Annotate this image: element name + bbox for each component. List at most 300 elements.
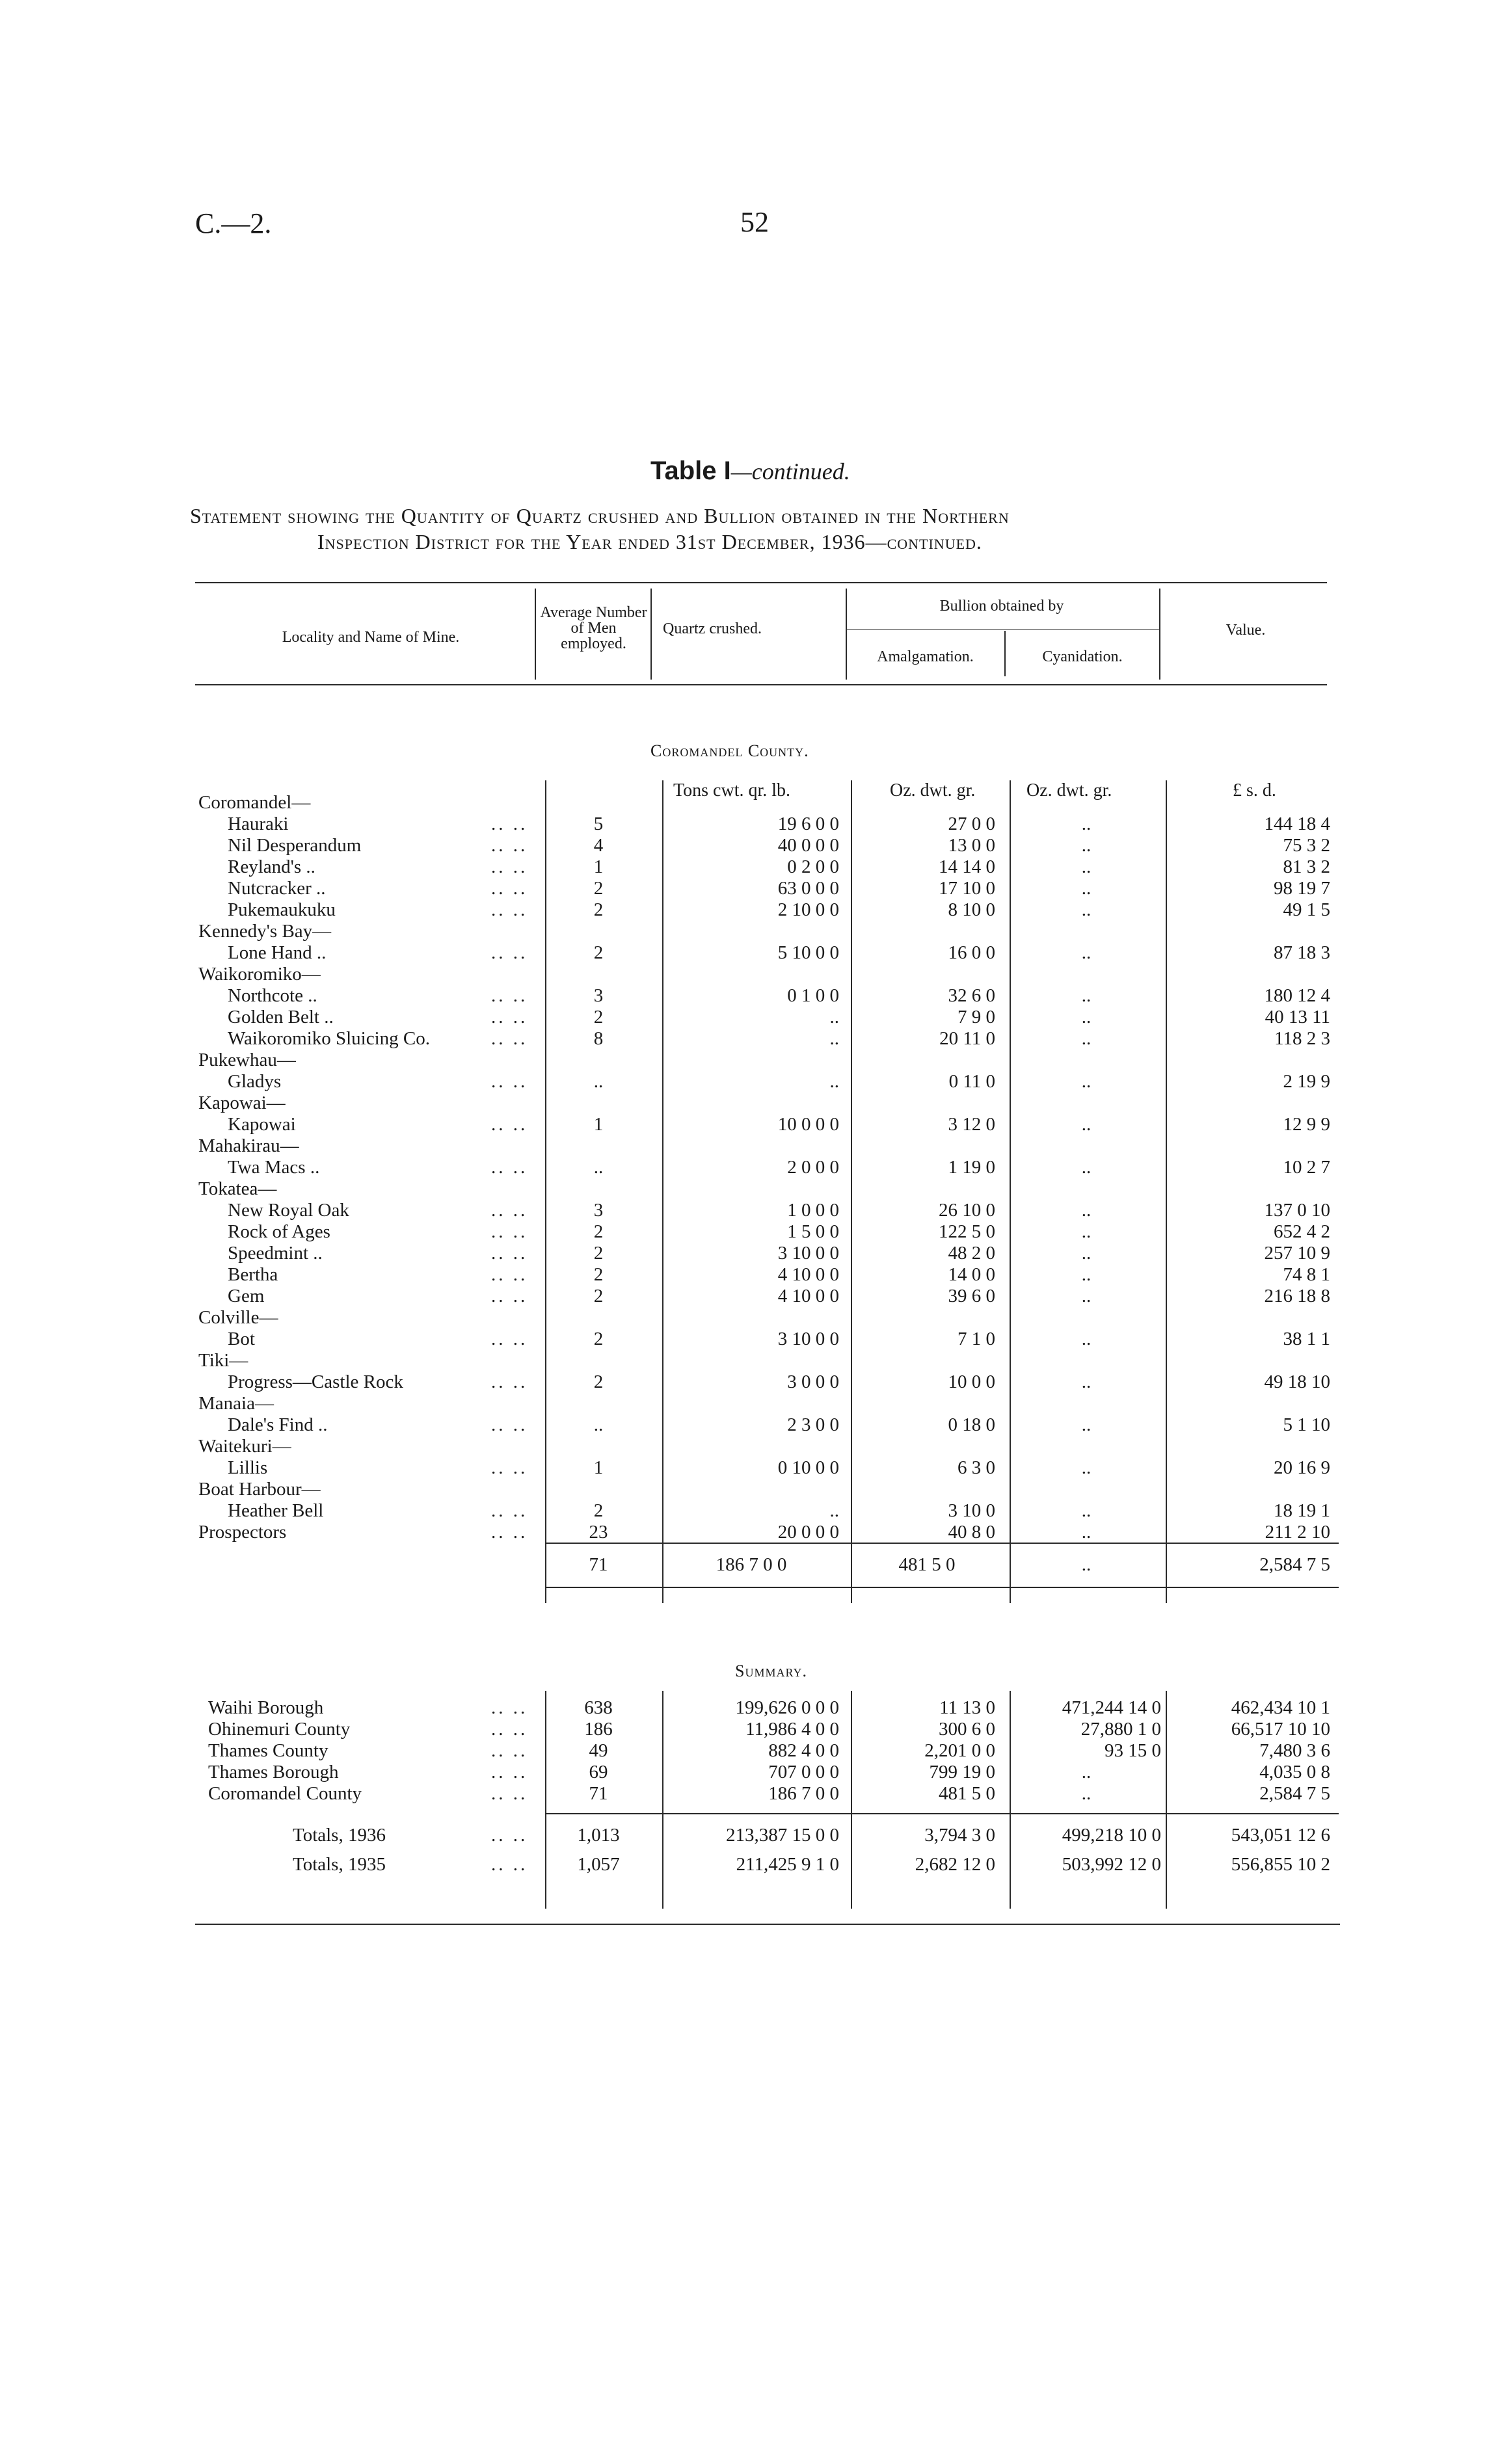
cell-cyanidation: .. xyxy=(1081,985,1092,1006)
table-row xyxy=(195,878,1340,899)
cell-amalgamation: 799 19 0 xyxy=(929,1762,995,1782)
cell-men: 1 xyxy=(593,1114,604,1135)
cell-quartz: 4 10 0 0 xyxy=(777,1286,839,1306)
cell-men: 2 xyxy=(593,1243,604,1264)
cell-cyanidation: .. xyxy=(1081,1457,1092,1478)
cell-quartz: 2 3 0 0 xyxy=(787,1414,839,1435)
cell-men: 3 xyxy=(593,985,604,1006)
cell-value: 20 16 9 xyxy=(1274,1457,1330,1478)
leader-dots: .. .. xyxy=(491,1762,528,1782)
cell-cyanidation: .. xyxy=(1081,1114,1092,1135)
table-title-continued: —continued. xyxy=(730,458,850,484)
bullion-subrule xyxy=(846,629,1159,630)
table-title-main: Table I xyxy=(650,457,731,485)
total-amalgamation: 481 5 0 xyxy=(898,1554,956,1575)
summary-totals xyxy=(195,1825,1340,1875)
row-label: Totals, 1936 xyxy=(293,1825,386,1846)
cell-amalgamation: 20 11 0 xyxy=(939,1028,995,1049)
cell-men: 23 xyxy=(589,1522,608,1543)
cell-value: 10 2 7 xyxy=(1283,1157,1330,1178)
row-label: Coromandel— xyxy=(198,792,311,813)
leader-dots: .. .. xyxy=(491,899,528,920)
leader-dots: .. .. xyxy=(491,835,528,856)
row-label: Ohinemuri County xyxy=(208,1719,351,1740)
leader-dots: .. .. xyxy=(491,1329,528,1349)
cell-men: 2 xyxy=(593,878,604,899)
table-row xyxy=(195,1307,1340,1329)
leader-dots: .. .. xyxy=(491,1243,528,1264)
row-label: Gem xyxy=(228,1286,265,1306)
row-label: Kennedy's Bay— xyxy=(198,921,332,942)
statement-line-2: Inspection District for the Year ended 31st December, 1936—continued. xyxy=(317,530,982,553)
table-row xyxy=(195,1719,1340,1740)
leader-dots: .. .. xyxy=(491,1286,528,1306)
cell-amalgamation: 1 19 0 xyxy=(948,1157,995,1178)
cell-amalgamation: 481 5 0 xyxy=(939,1783,995,1804)
column-header-locality: Locality and Name of Mine. xyxy=(282,629,460,646)
table-row xyxy=(195,1050,1340,1071)
leader-dots: .. .. xyxy=(491,1221,528,1242)
cell-men: 4 xyxy=(593,835,604,856)
table-row xyxy=(195,1414,1340,1436)
header-divider xyxy=(650,589,652,680)
row-label: Waitekuri— xyxy=(198,1436,291,1457)
cell-amalgamation: 10 0 0 xyxy=(948,1371,995,1392)
table-row xyxy=(195,1371,1340,1393)
cell-men: 8 xyxy=(593,1028,604,1049)
cell-men: 71 xyxy=(589,1783,608,1804)
cell-amalgamation: 7 9 0 xyxy=(958,1007,995,1027)
cell-men: 1 xyxy=(593,856,604,877)
header-divider xyxy=(1159,589,1160,680)
column-header-amalgamation: Amalgamation. xyxy=(877,648,974,665)
cell-men: 638 xyxy=(584,1697,613,1718)
cell-quartz: 1 0 0 0 xyxy=(787,1200,839,1221)
cell-cyanidation: 499,218 10 0 xyxy=(1062,1825,1161,1846)
cell-quartz: 882 4 0 0 xyxy=(768,1740,839,1761)
cell-amalgamation: 8 10 0 xyxy=(948,899,995,920)
cell-amalgamation: 122 5 0 xyxy=(939,1221,995,1242)
table-row xyxy=(195,1221,1340,1243)
cell-amalgamation: 14 14 0 xyxy=(939,856,995,877)
cell-cyanidation: .. xyxy=(1081,1157,1092,1178)
cell-value: 12 9 9 xyxy=(1283,1114,1330,1135)
row-label: Coromandel County xyxy=(208,1783,362,1804)
cell-men: 2 xyxy=(593,1371,604,1392)
cell-value: 49 18 10 xyxy=(1264,1371,1330,1392)
cell-value: 257 10 9 xyxy=(1264,1243,1330,1264)
table-row xyxy=(195,1500,1340,1522)
cell-cyanidation: .. xyxy=(1081,942,1092,963)
cell-amalgamation: 40 8 0 xyxy=(948,1522,995,1543)
cell-quartz: .. xyxy=(829,1500,839,1521)
table-row xyxy=(195,1762,1340,1783)
row-label: Hauraki xyxy=(228,814,289,834)
cell-cyanidation: 503,992 12 0 xyxy=(1062,1854,1161,1875)
cell-quartz: 213,387 15 0 0 xyxy=(726,1825,839,1846)
cell-amalgamation: 0 11 0 xyxy=(948,1071,995,1092)
row-label: Lone Hand .. xyxy=(228,942,327,963)
cell-quartz: 11,986 4 0 0 xyxy=(745,1719,839,1740)
cell-value: 652 4 2 xyxy=(1274,1221,1330,1242)
cell-cyanidation: .. xyxy=(1081,1243,1092,1264)
cell-men: 2 xyxy=(593,942,604,963)
cell-quartz: 5 10 0 0 xyxy=(777,942,839,963)
leader-dots: .. .. xyxy=(491,878,528,899)
leader-dots: .. .. xyxy=(491,1500,528,1521)
cell-cyanidation: .. xyxy=(1081,1071,1092,1092)
cell-cyanidation: .. xyxy=(1081,1500,1092,1521)
cell-value: 543,051 12 6 xyxy=(1231,1825,1330,1846)
table-row xyxy=(195,1007,1340,1028)
table-row xyxy=(195,1114,1340,1135)
table-row xyxy=(195,1093,1340,1114)
cell-amalgamation: 3 12 0 xyxy=(948,1114,995,1135)
cell-men: 2 xyxy=(593,1500,604,1521)
table-row xyxy=(195,1522,1340,1543)
table-row xyxy=(195,1393,1340,1414)
row-label: Thames Borough xyxy=(208,1762,339,1782)
cell-men: .. xyxy=(593,1071,604,1092)
statement-line-1: Statement showing the Quantity of Quartz crushed and Bullion obtained in the Northern xyxy=(190,504,1010,527)
row-label: Gladys xyxy=(228,1071,282,1092)
cell-value: 556,855 10 2 xyxy=(1231,1854,1330,1875)
cell-cyanidation: .. xyxy=(1081,1414,1092,1435)
document-code: C.—2. xyxy=(195,207,272,239)
cell-value: 216 18 8 xyxy=(1264,1286,1330,1306)
row-label: Nutcracker .. xyxy=(228,878,326,899)
cell-value: 180 12 4 xyxy=(1264,985,1330,1006)
cell-value: 18 19 1 xyxy=(1274,1500,1330,1521)
county-total-row xyxy=(195,1554,1340,1576)
cell-cyanidation: .. xyxy=(1081,1522,1092,1543)
leader-dots: .. .. xyxy=(491,1007,528,1027)
table-row xyxy=(195,942,1340,964)
table-row xyxy=(195,1436,1340,1457)
row-label: Pukewhau— xyxy=(198,1050,296,1070)
header-divider xyxy=(535,589,536,680)
cell-quartz: 4 10 0 0 xyxy=(777,1264,839,1285)
cell-men: 5 xyxy=(593,814,604,834)
cell-men: 3 xyxy=(593,1200,604,1221)
row-label: Prospectors xyxy=(198,1522,287,1543)
table-row xyxy=(195,1264,1340,1286)
cell-men: 186 xyxy=(584,1719,613,1740)
cell-men: 2 xyxy=(593,899,604,920)
row-label: Dale's Find .. xyxy=(228,1414,328,1435)
cell-men: 1,013 xyxy=(577,1825,620,1846)
table-row xyxy=(195,1178,1340,1200)
cell-men: 49 xyxy=(589,1740,608,1761)
leader-dots: .. .. xyxy=(491,1157,528,1178)
table-row xyxy=(195,1157,1340,1178)
cell-amalgamation: 11 13 0 xyxy=(939,1697,995,1718)
cell-quartz: .. xyxy=(829,1071,839,1092)
leader-dots: .. .. xyxy=(491,985,528,1006)
table-row xyxy=(195,1200,1340,1221)
leader-dots: .. .. xyxy=(491,1200,528,1221)
leader-dots: .. .. xyxy=(491,1740,528,1761)
cell-cyanidation: .. xyxy=(1081,878,1092,899)
table-row xyxy=(195,985,1340,1007)
section-heading-summary: Summary. xyxy=(735,1662,807,1680)
cell-quartz: 186 7 0 0 xyxy=(768,1783,839,1804)
cell-value: 87 18 3 xyxy=(1274,942,1330,963)
header-top-rule xyxy=(195,582,1327,583)
cell-cyanidation: .. xyxy=(1081,835,1092,856)
cell-quartz: .. xyxy=(829,1028,839,1049)
leader-dots: .. .. xyxy=(491,1719,528,1740)
column-header-quartz: Quartz crushed. xyxy=(663,620,762,637)
table-row xyxy=(195,1479,1340,1500)
cell-men: 1,057 xyxy=(577,1854,620,1875)
table-row xyxy=(195,1457,1340,1479)
cell-value: 81 3 2 xyxy=(1283,856,1330,877)
table-row xyxy=(195,1286,1340,1307)
row-label: Bertha xyxy=(228,1264,278,1285)
cell-men: 2 xyxy=(593,1264,604,1285)
row-label: Speedmint .. xyxy=(228,1243,323,1264)
leader-dots: .. .. xyxy=(491,1697,528,1718)
row-label: Tokatea— xyxy=(198,1178,277,1199)
table-row xyxy=(195,1825,1340,1846)
table-row xyxy=(195,921,1340,942)
cell-cyanidation: .. xyxy=(1081,1264,1092,1285)
table-row xyxy=(195,1783,1340,1805)
row-label: Bot xyxy=(228,1329,255,1349)
cell-cyanidation: .. xyxy=(1081,899,1092,920)
cell-amalgamation: 16 0 0 xyxy=(948,942,995,963)
cell-quartz: 3 10 0 0 xyxy=(777,1243,839,1264)
cell-amalgamation: 3 10 0 xyxy=(948,1500,995,1521)
row-label: Kapowai— xyxy=(198,1093,286,1113)
leader-dots: .. .. xyxy=(491,1457,528,1478)
row-label: Thames County xyxy=(208,1740,328,1761)
total-value: 2,584 7 5 xyxy=(1259,1554,1330,1575)
row-label: Reyland's .. xyxy=(228,856,315,877)
total-rule-top xyxy=(545,1543,1339,1544)
header-bottom-rule xyxy=(195,684,1327,685)
cell-value: 38 1 1 xyxy=(1283,1329,1330,1349)
cell-cyanidation: .. xyxy=(1081,1329,1092,1349)
leader-dots: .. .. xyxy=(491,1114,528,1135)
cell-value: 7,480 3 6 xyxy=(1259,1740,1330,1761)
leader-dots: .. .. xyxy=(491,1522,528,1543)
column-header-cyanidation: Cyanidation. xyxy=(1042,648,1123,665)
cell-amalgamation: 7 1 0 xyxy=(958,1329,995,1349)
cell-quartz: 0 10 0 0 xyxy=(777,1457,839,1478)
row-label: Twa Macs .. xyxy=(228,1157,320,1178)
cell-amalgamation: 17 10 0 xyxy=(939,878,995,899)
cell-quartz: .. xyxy=(829,1007,839,1027)
cell-amalgamation: 300 6 0 xyxy=(939,1719,995,1740)
table-title xyxy=(650,457,850,486)
cell-amalgamation: 27 0 0 xyxy=(948,814,995,834)
table-row xyxy=(195,835,1340,856)
leader-dots: .. .. xyxy=(491,1825,528,1846)
row-label: Manaia— xyxy=(198,1393,274,1414)
leader-dots: .. .. xyxy=(491,942,528,963)
cell-cyanidation: 471,244 14 0 xyxy=(1062,1697,1161,1718)
leader-dots: .. .. xyxy=(491,1854,528,1875)
table-row xyxy=(195,1243,1340,1264)
cell-amalgamation: 48 2 0 xyxy=(948,1243,995,1264)
summary-rule xyxy=(545,1813,1339,1814)
cell-value: 4,035 0 8 xyxy=(1259,1762,1330,1782)
cell-value: 75 3 2 xyxy=(1283,835,1330,856)
cell-quartz: 3 10 0 0 xyxy=(777,1329,839,1349)
cell-value: 5 1 10 xyxy=(1283,1414,1330,1435)
units-amalgamation: Oz. dwt. gr. xyxy=(890,780,976,801)
cell-cyanidation: .. xyxy=(1081,1028,1092,1049)
row-label: Progress—Castle Rock xyxy=(228,1371,403,1392)
row-label: Nil Desperandum xyxy=(228,835,362,856)
row-label: Waikoromiko— xyxy=(198,964,321,985)
column-header-value: Value. xyxy=(1225,622,1266,639)
table-row xyxy=(195,1329,1340,1350)
leader-dots: .. .. xyxy=(491,1028,528,1049)
cell-cyanidation: .. xyxy=(1081,1007,1092,1027)
cell-quartz: 40 0 0 0 xyxy=(777,835,839,856)
row-label: Golden Belt .. xyxy=(228,1007,334,1027)
row-label: Waikoromiko Sluicing Co. xyxy=(228,1028,431,1049)
table-row xyxy=(195,814,1340,835)
total-men: 71 xyxy=(589,1554,608,1575)
cell-cyanidation: .. xyxy=(1081,1221,1092,1242)
table-row xyxy=(195,899,1340,921)
column-header-bullion: Bullion obtained by xyxy=(939,598,1064,615)
cell-men: 2 xyxy=(593,1286,604,1306)
row-label: Heather Bell xyxy=(228,1500,324,1521)
cell-quartz: 707 0 0 0 xyxy=(768,1762,839,1782)
cell-value: 211 2 10 xyxy=(1265,1522,1330,1543)
coromandel-county-rows xyxy=(195,792,1340,1543)
leader-dots: .. .. xyxy=(491,1264,528,1285)
cell-cyanidation: .. xyxy=(1081,856,1092,877)
table-row xyxy=(195,792,1340,814)
cell-men: 2 xyxy=(593,1007,604,1027)
row-label: New Royal Oak xyxy=(228,1200,349,1221)
header-divider xyxy=(1004,631,1006,676)
cell-amalgamation: 13 0 0 xyxy=(948,835,995,856)
cell-cyanidation: 27,880 1 0 xyxy=(1080,1719,1161,1740)
cell-men: 1 xyxy=(593,1457,604,1478)
cell-amalgamation: 0 18 0 xyxy=(948,1414,995,1435)
cell-quartz: 211,425 9 1 0 xyxy=(736,1854,839,1875)
total-cyanidation: .. xyxy=(1081,1554,1092,1575)
header-divider xyxy=(846,589,847,680)
cell-value: 137 0 10 xyxy=(1264,1200,1330,1221)
cell-quartz: 20 0 0 0 xyxy=(777,1522,839,1543)
row-label: Pukemaukuku xyxy=(228,899,336,920)
leader-dots: .. .. xyxy=(491,814,528,834)
row-label: Lillis xyxy=(228,1457,268,1478)
cell-value: 2,584 7 5 xyxy=(1259,1783,1330,1804)
row-label: Totals, 1935 xyxy=(293,1854,386,1875)
cell-cyanidation: 93 15 0 xyxy=(1105,1740,1161,1761)
cell-quartz: 10 0 0 0 xyxy=(777,1114,839,1135)
total-rule-bottom xyxy=(545,1587,1339,1588)
cell-men: .. xyxy=(593,1414,604,1435)
cell-amalgamation: 26 10 0 xyxy=(939,1200,995,1221)
table-row xyxy=(195,1854,1340,1875)
row-label: Colville— xyxy=(198,1307,278,1328)
cell-amalgamation: 39 6 0 xyxy=(948,1286,995,1306)
units-value: £ s. d. xyxy=(1233,780,1276,801)
cell-cyanidation: .. xyxy=(1081,1200,1092,1221)
column-header-men: Average Number of Men employed. xyxy=(540,604,647,652)
cell-amalgamation: 3,794 3 0 xyxy=(924,1825,995,1846)
cell-quartz: 0 1 0 0 xyxy=(787,985,839,1006)
cell-value: 74 8 1 xyxy=(1283,1264,1330,1285)
cell-men: .. xyxy=(593,1157,604,1178)
table-row xyxy=(195,1740,1340,1762)
row-label: Rock of Ages xyxy=(228,1221,330,1242)
cell-quartz: 63 0 0 0 xyxy=(777,878,839,899)
leader-dots: .. .. xyxy=(491,1783,528,1804)
row-label: Tiki— xyxy=(198,1350,248,1371)
total-quartz: 186 7 0 0 xyxy=(716,1554,787,1575)
leader-dots: .. .. xyxy=(491,1414,528,1435)
cell-men: 69 xyxy=(589,1762,608,1782)
units-quartz: Tons cwt. qr. lb. xyxy=(673,780,791,801)
cell-value: 49 1 5 xyxy=(1283,899,1330,920)
cell-amalgamation: 2,201 0 0 xyxy=(924,1740,995,1761)
cell-quartz: 3 0 0 0 xyxy=(787,1371,839,1392)
table-bottom-rule xyxy=(195,1924,1340,1925)
row-label: Northcote .. xyxy=(228,985,317,1006)
cell-men: 2 xyxy=(593,1329,604,1349)
row-label: Mahakirau— xyxy=(198,1135,299,1156)
cell-value: 118 2 3 xyxy=(1274,1028,1330,1049)
table-row xyxy=(195,1028,1340,1050)
page-number: 52 xyxy=(740,206,769,238)
cell-value: 144 18 4 xyxy=(1264,814,1330,834)
cell-value: 98 19 7 xyxy=(1274,878,1330,899)
section-heading-coromandel: Coromandel County. xyxy=(650,741,809,760)
row-label: Waihi Borough xyxy=(208,1697,324,1718)
row-label: Boat Harbour— xyxy=(198,1479,321,1500)
cell-men: 2 xyxy=(593,1221,604,1242)
cell-amalgamation: 2,682 12 0 xyxy=(915,1854,995,1875)
cell-quartz: 2 10 0 0 xyxy=(777,899,839,920)
cell-amalgamation: 32 6 0 xyxy=(948,985,995,1006)
cell-value: 66,517 10 10 xyxy=(1231,1719,1330,1740)
table-row xyxy=(195,1697,1340,1719)
table-row xyxy=(195,1135,1340,1157)
cell-quartz: 19 6 0 0 xyxy=(777,814,839,834)
cell-value: 462,434 10 1 xyxy=(1231,1697,1330,1718)
table-row xyxy=(195,1071,1340,1093)
units-cyanidation: Oz. dwt. gr. xyxy=(1026,780,1112,801)
cell-value: 40 13 11 xyxy=(1265,1007,1330,1027)
leader-dots: .. .. xyxy=(491,1071,528,1092)
cell-cyanidation: .. xyxy=(1081,1762,1092,1782)
table-row xyxy=(195,1350,1340,1371)
cell-amalgamation: 14 0 0 xyxy=(948,1264,995,1285)
cell-cyanidation: .. xyxy=(1081,1371,1092,1392)
cell-cyanidation: .. xyxy=(1081,1783,1092,1804)
leader-dots: .. .. xyxy=(491,1371,528,1392)
cell-amalgamation: 6 3 0 xyxy=(958,1457,995,1478)
row-label: Kapowai xyxy=(228,1114,296,1135)
cell-quartz: 199,626 0 0 0 xyxy=(735,1697,839,1718)
cell-quartz: 0 2 0 0 xyxy=(787,856,839,877)
cell-cyanidation: .. xyxy=(1081,1286,1092,1306)
cell-quartz: 2 0 0 0 xyxy=(787,1157,839,1178)
cell-value: 2 19 9 xyxy=(1283,1071,1330,1092)
cell-cyanidation: .. xyxy=(1081,814,1092,834)
